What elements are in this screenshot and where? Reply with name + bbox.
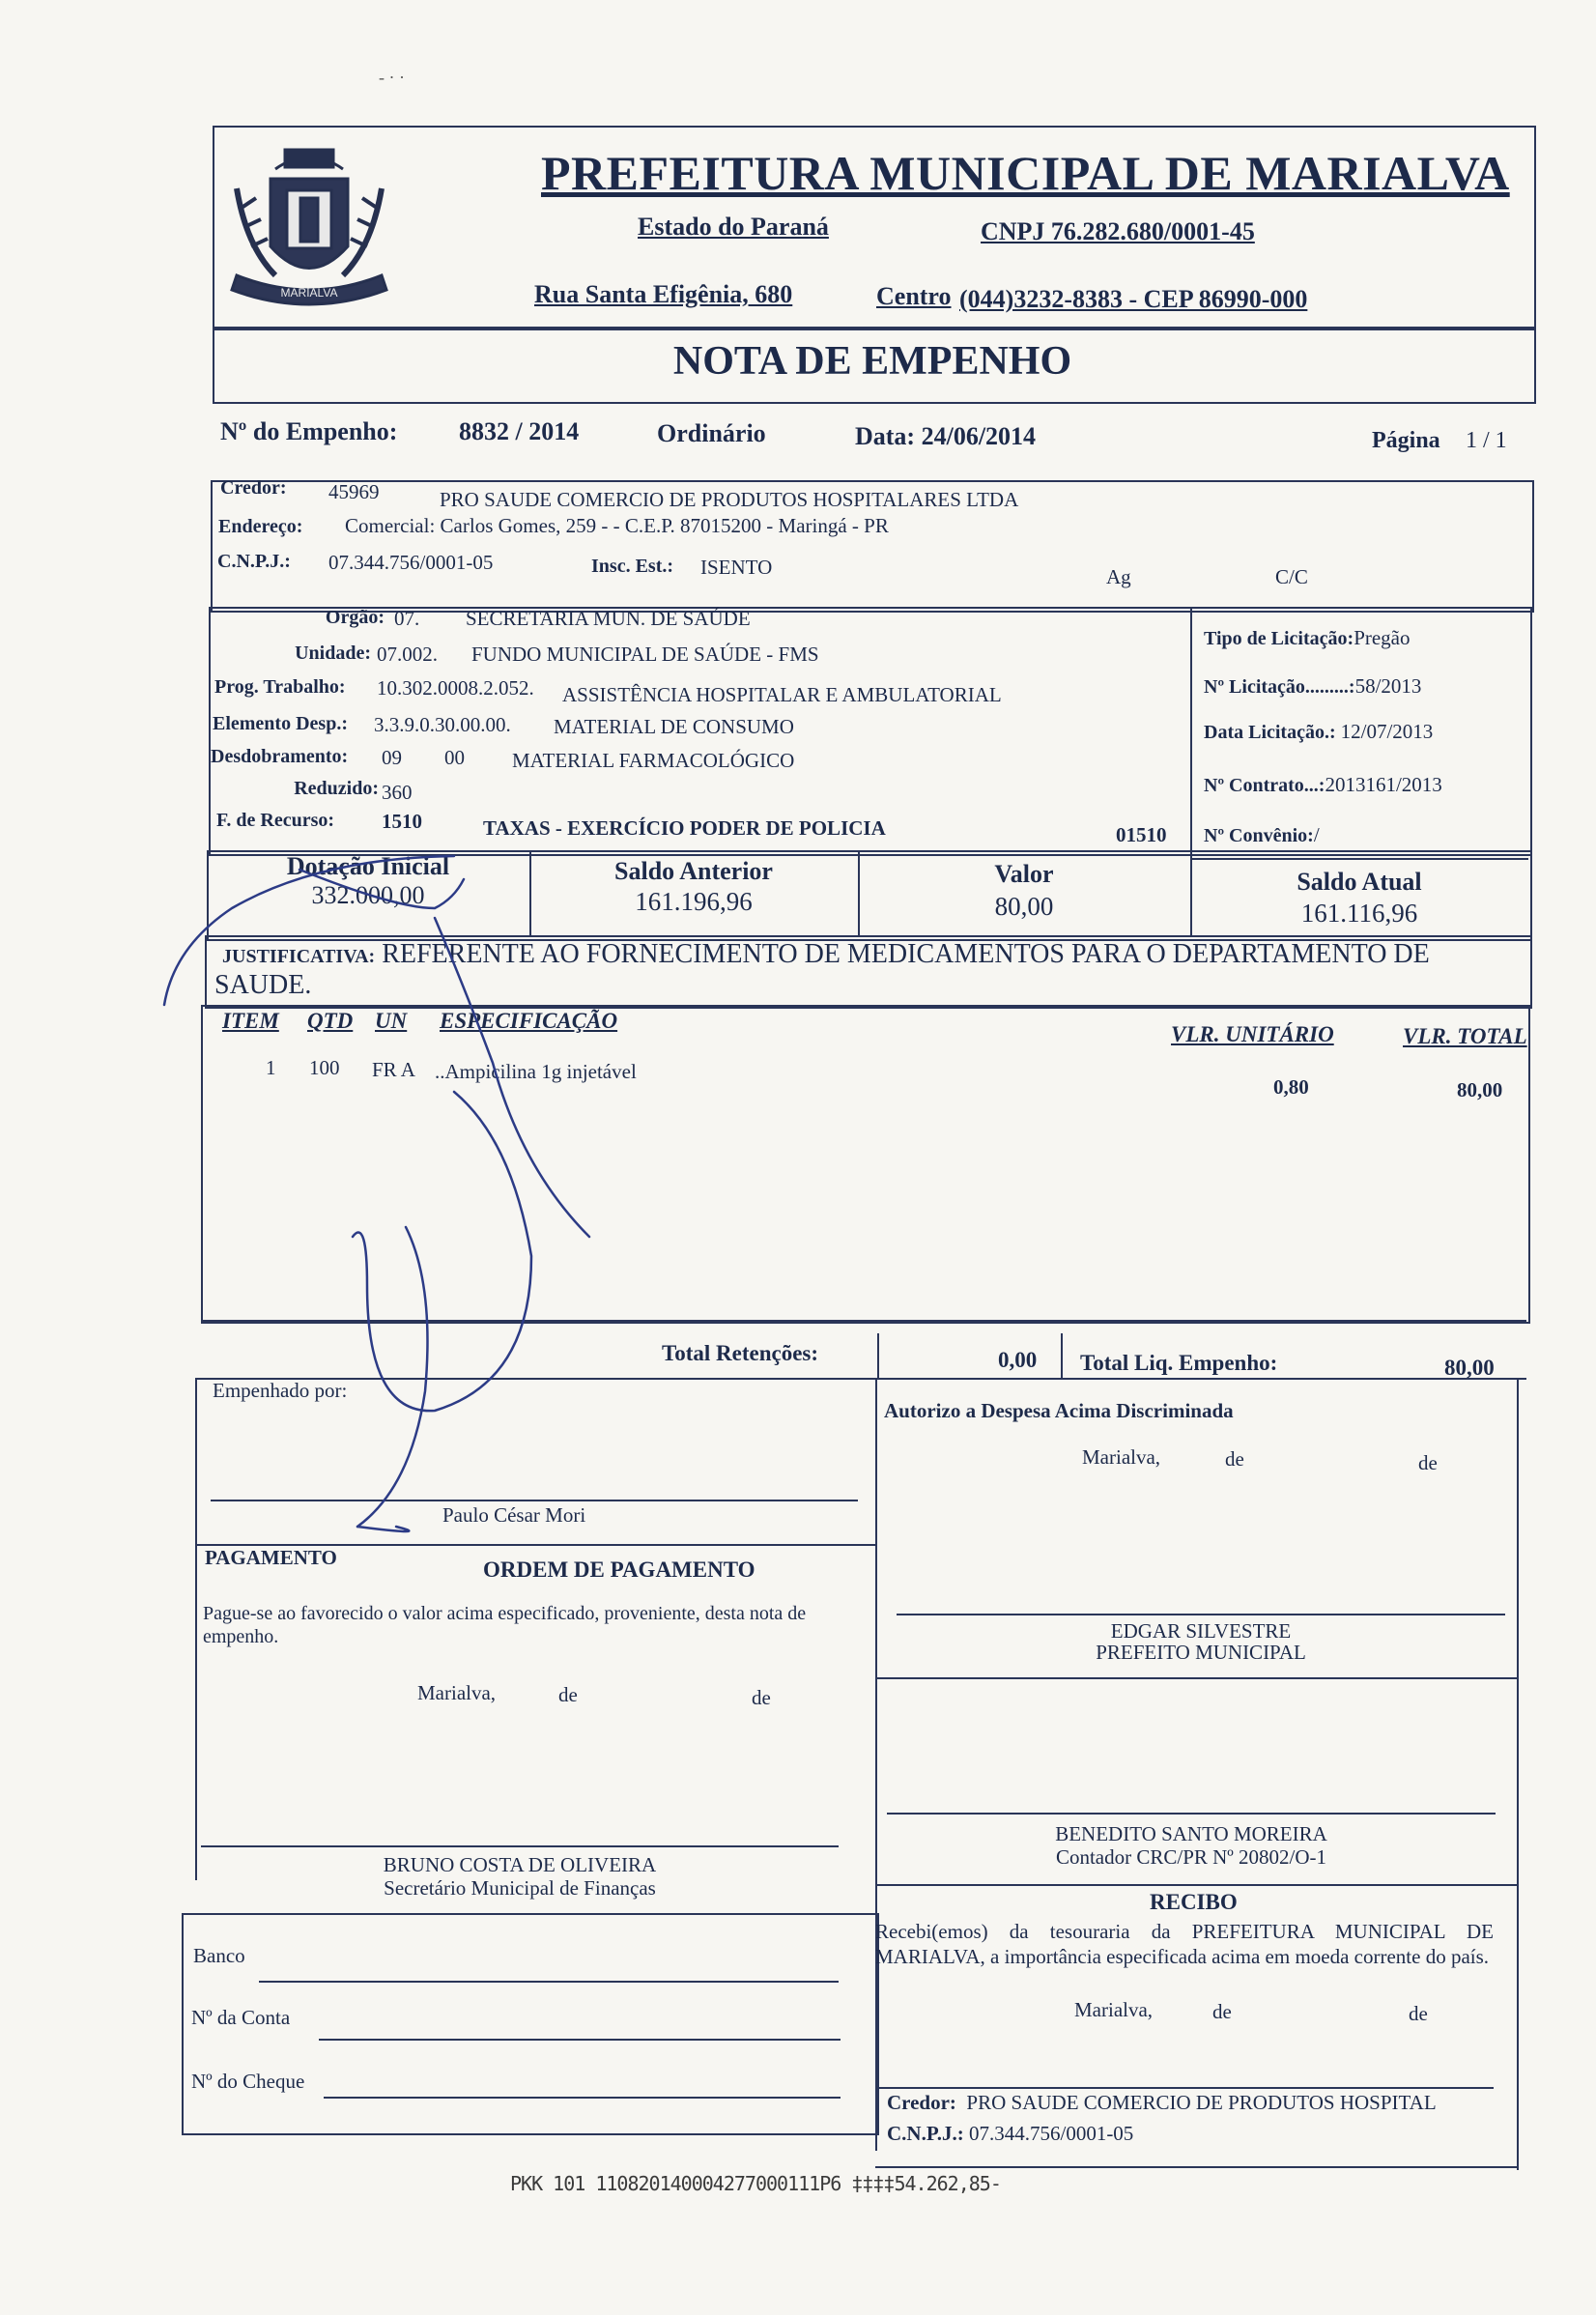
recibo-de-1: de: [1212, 2000, 1232, 2023]
num-contrato: [1204, 773, 1442, 797]
endereco-value: Comercial: Carlos Gomes, 259 - - C.E.P. 87015200 - Maringá - PR: [345, 514, 889, 537]
recibo-top: [875, 1884, 1517, 1886]
prefeito-signature-line: [897, 1614, 1505, 1615]
totals-div-1: [877, 1333, 879, 1378]
autorizo-de-2: de: [1418, 1451, 1438, 1474]
reduzido-value: 360: [382, 781, 413, 804]
col-qtd: QTD: [307, 1009, 354, 1033]
contador-signature-line: [887, 1813, 1496, 1815]
num-convenio-label: Nº Convênio:: [1204, 825, 1314, 846]
justificativa-text-2: SAUDE.: [214, 970, 312, 1000]
empenhado-signature-line: [211, 1500, 858, 1501]
unidade-name: FUNDO MUNICIPAL DE SAÚDE - FMS: [471, 643, 819, 666]
empenho-number: 8832 / 2014: [459, 417, 580, 445]
num-convenio: [1204, 823, 1320, 847]
recibo-local: Marialva,: [1074, 1998, 1154, 2021]
dotacao-inicial-label: Dotação Inicial: [286, 852, 450, 880]
saldo-atual-label: Saldo Atual: [1297, 868, 1422, 896]
tipo-licitacao: [1204, 626, 1411, 650]
prefeito-cargo: PREFEITO MUNICIPAL: [1096, 1641, 1306, 1664]
banco-line: [259, 1981, 839, 1983]
desdobramento-b: 00: [444, 746, 465, 769]
svg-text:MARIALVA: MARIALVA: [280, 286, 338, 300]
prefeito-nome: EDGAR SILVESTRE: [1110, 1619, 1292, 1643]
page-number: 1 / 1: [1466, 428, 1507, 453]
desdobramento-label: Desdobramento:: [211, 746, 349, 767]
pagamento-label: PAGAMENTO: [205, 1546, 337, 1569]
recibo-credor-value: PRO SAUDE COMERCIO DE PRODUTOS HOSPITAL: [966, 2091, 1437, 2114]
fonte-number: 01510: [1116, 823, 1167, 846]
lower-left-border: [195, 1378, 197, 1880]
credor-code: 45969: [328, 480, 380, 503]
orgao-label: Orgão:: [325, 607, 385, 628]
lower-right-border: [1517, 1378, 1519, 2170]
unidade-code: 07.002.: [377, 643, 438, 666]
elemento-label: Elemento Desp.:: [213, 713, 348, 734]
row-item: 1: [266, 1056, 276, 1079]
num-licitacao-label: Nº Licitação.........:: [1204, 676, 1355, 698]
num-contrato-value: 2013161/2013: [1325, 773, 1442, 796]
pagamento-de-1: de: [558, 1683, 578, 1706]
pagamento-local: Marialva,: [417, 1681, 497, 1704]
num-licitacao-value: 58/2013: [1354, 674, 1422, 698]
doc-title: NOTA DE EMPENHO: [672, 339, 1072, 384]
prog-code: 10.302.0008.2.052.: [377, 676, 534, 700]
fonte-label: F. de Recurso:: [216, 810, 335, 831]
valor-value: 80,00: [994, 892, 1054, 921]
endereco-label: Endereço:: [218, 516, 303, 537]
pagamento-de-2: de: [752, 1686, 771, 1709]
secretario-nome: BRUNO COSTA DE OLIVEIRA: [383, 1853, 657, 1876]
cheque-line: [324, 2097, 841, 2099]
num-contrato-label: Nº Contrato...:: [1204, 775, 1325, 796]
col-item: ITEM: [222, 1009, 279, 1033]
saldo-atual-value: 161.116,96: [1300, 899, 1418, 928]
tipo-licitacao-value: Pregão: [1354, 626, 1411, 649]
orgao-name: SECRETARIA MUN. DE SAÚDE: [466, 607, 751, 630]
col-vlr-unitario: VLR. UNITÁRIO: [1171, 1022, 1334, 1046]
saldo-anterior-label: Saldo Anterior: [614, 857, 773, 885]
licitacao-divider: [1190, 607, 1192, 852]
col-un: UN: [375, 1009, 408, 1033]
recibo-title: RECIBO: [1150, 1890, 1238, 1914]
justificativa-label: JUSTIFICATIVA:: [222, 946, 376, 967]
cnpj-label: C.N.P.J.:: [217, 551, 291, 572]
liq-value: 80,00: [1444, 1356, 1495, 1380]
num-licitacao: [1204, 674, 1421, 699]
page-label: Página: [1372, 428, 1440, 453]
recibo-signature-line: [875, 2087, 1494, 2089]
items-box: [201, 1005, 1530, 1324]
conta-label: Nº da Conta: [191, 2006, 291, 2029]
recibo-cnpj-label: C.N.P.J.:: [887, 2122, 964, 2145]
liq-label: Total Liq. Empenho:: [1080, 1351, 1278, 1375]
cheque-label: Nº do Cheque: [191, 2070, 305, 2093]
cnpj-header: CNPJ 76.282.680/0001-45: [981, 217, 1255, 245]
credor-name: PRO SAUDE COMERCIO DE PRODUTOS HOSPITALARES LTDA: [440, 488, 1019, 511]
col-especificacao: ESPECIFICAÇÃO: [440, 1009, 618, 1033]
row-un: FR A: [372, 1058, 415, 1081]
justificativa-text-1: REFERENTE AO FORNECIMENTO DE MEDICAMENTOS PARA O DEPARTAMENTO DE: [382, 939, 1430, 969]
credor-label: Credor:: [220, 477, 287, 499]
autorizo-local: Marialva,: [1082, 1445, 1161, 1469]
phone-cep: (044)3232-8383 - CEP 86990-000: [959, 285, 1308, 313]
recibo-credor-label: Credor:: [887, 2091, 956, 2114]
ordem-pagamento: ORDEM DE PAGAMENTO: [483, 1558, 755, 1582]
row-vlr-total: 80,00: [1457, 1078, 1503, 1101]
insc-label: Insc. Est.:: [591, 556, 674, 577]
retencoes-label: Total Retenções:: [662, 1341, 819, 1365]
prog-label: Prog. Trabalho:: [214, 676, 346, 698]
recibo-de-2: de: [1409, 2002, 1428, 2025]
row-vlr-unitario: 0,80: [1273, 1075, 1309, 1099]
prefeitura-title: PREFEITURA MUNICIPAL DE MARIALVA: [541, 146, 1510, 200]
coat-of-arms-icon: [217, 130, 401, 324]
data-licitacao-value: 12/07/2013: [1340, 720, 1434, 743]
recibo-cnpj: [887, 2122, 1133, 2146]
recibo-texto: Recebi(emos) da tesouraria da PREFEITURA MUNICIPAL DE MARIALVA, a importância especificada acima em moeda corrente do país.: [875, 1920, 1494, 1968]
recibo-bottom: [875, 2166, 1517, 2168]
elemento-name: MATERIAL DE CONSUMO: [554, 715, 794, 738]
estado-label: Estado do Paraná: [638, 213, 829, 241]
autorizo-label: Autorizo a Despesa Acima Discriminada: [884, 1399, 1234, 1422]
secretario-cargo: Secretário Municipal de Finanças: [384, 1876, 656, 1900]
data-licitacao-label: Data Licitação.:: [1204, 722, 1336, 743]
col-vlr-total: VLR. TOTAL: [1403, 1024, 1527, 1048]
banco-label: Banco: [193, 1944, 245, 1967]
row-especificacao: ..Ampicilina 1g injetável: [435, 1060, 637, 1083]
autorizo-de-1: de: [1225, 1447, 1244, 1471]
justificativa: [222, 939, 1517, 972]
conta-line: [319, 2039, 841, 2041]
fonte-code: 1510: [382, 810, 422, 833]
data-licitacao: [1204, 720, 1433, 744]
fonte-name: TAXAS - EXERCÍCIO PODER DE POLICIA: [483, 816, 886, 840]
empenhado-nome: Paulo César Mori: [442, 1503, 586, 1527]
unidade-label: Unidade:: [295, 643, 371, 664]
row-qtd: 100: [309, 1056, 340, 1079]
agencia-label: Ag: [1106, 565, 1131, 588]
address-street: Rua Santa Efigênia, 680: [534, 280, 793, 308]
recibo-credor: [887, 2091, 1437, 2115]
num-convenio-value: /: [1313, 823, 1320, 846]
tipo-licitacao-label: Tipo de Licitação:: [1204, 628, 1354, 649]
totals-bottom: [197, 1378, 1526, 1380]
empenho-date: Data: 24/06/2014: [855, 422, 1037, 450]
totals-div-2: [1061, 1333, 1063, 1378]
valor-label: Valor: [994, 860, 1054, 888]
pagamento-texto: Pague-se ao favorecido o valor acima especificado, proveniente, desta nota de empenho.: [203, 1603, 807, 1647]
desdobramento-name: MATERIAL FARMACOLÓGICO: [512, 749, 795, 772]
desdobramento-a: 09: [382, 746, 402, 769]
dotacao-inicial-value: 332.000,00: [311, 881, 425, 909]
contador-nome: BENEDITO SANTO MOREIRA: [1055, 1822, 1327, 1845]
conta-corrente-label: C/C: [1275, 565, 1308, 588]
empenho-number-label: Nº do Empenho:: [220, 417, 398, 445]
secretario-signature-line: [201, 1845, 839, 1847]
saldo-anterior-value: 161.196,96: [635, 887, 753, 916]
orgao-code: 07.: [394, 607, 420, 630]
prog-name: ASSISTÊNCIA HOSPITALAR E AMBULATORIAL: [562, 683, 1002, 706]
contador-cargo: Contador CRC/PR Nº 20802/O-1: [1055, 1845, 1327, 1869]
retencoes-value: 0,00: [998, 1348, 1038, 1372]
insc-value: ISENTO: [700, 556, 773, 579]
address-district: Centro: [876, 282, 952, 310]
elemento-code: 3.3.9.0.30.00.00.: [374, 713, 511, 736]
footer-code: PKK 101 110820140004277000111P6 ‡‡‡‡54.262,85-: [510, 2172, 1001, 2195]
scan-marks: - · ·: [379, 68, 405, 87]
cnpj-value: 07.344.756/0001-05: [328, 551, 494, 574]
recibo-cnpj-value: 07.344.756/0001-05: [968, 2122, 1134, 2145]
empenhado-label: Empenhado por:: [213, 1379, 348, 1402]
contador-top: [875, 1677, 1517, 1679]
empenho-type: Ordinário: [657, 419, 766, 447]
reduzido-label: Reduzido:: [294, 778, 379, 799]
totals-top: [201, 1320, 1526, 1322]
